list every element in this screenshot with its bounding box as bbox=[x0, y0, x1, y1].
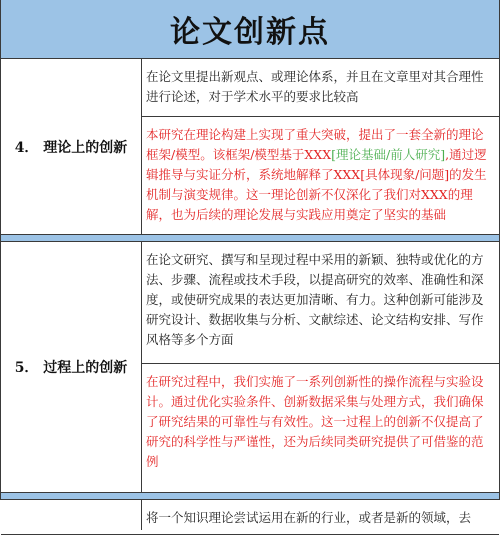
section-application-innovation bbox=[1, 500, 499, 535]
section-process-innovation bbox=[1, 242, 499, 493]
definition-text: 将一个知识理论尝试运用在新的行业，或者是新的领域，去 bbox=[146, 510, 472, 525]
page-title: 论文创新点 bbox=[1, 0, 499, 59]
section-content bbox=[142, 500, 499, 534]
section-divider bbox=[1, 493, 499, 500]
definition-text: 在论文研究、撰写和呈现过程中采用的新颖、独特或优化的方法、步骤、流程或技术手段，以提高研究的效率、准确性和深度，或使研究成果的表达更加清晰、有力。这种创新可能涉及研究设计、数据收集与分析、文献综述、论文结构安排、写作风格等多个方面 bbox=[142, 242, 499, 364]
section-content bbox=[142, 242, 499, 492]
example-text-highlight: [理论基础/前人研究] bbox=[331, 147, 446, 162]
example-text-part2: ,通过逻辑推导与实证分析，系统地解释了XXX[具体现象/问题]的发生机制与演变规律。这一理论创新不仅深化了我们对XXX的理解，也为后续的理论发展与实践应用奠定了坚实的基础 bbox=[146, 147, 487, 222]
example-text-part1: 本研究在理论构建上实现了重大突破，提出了一套全新的理论框架/模型。该框架/模型基于XXX bbox=[146, 127, 484, 162]
section-content bbox=[142, 59, 499, 234]
definition-text: 在论文里提出新观点、或理论体系，并且在文章里对其合理性进行论述，对于学术水平的要求比较高 bbox=[142, 59, 499, 117]
section-label: 5． 过程上的创新 bbox=[1, 242, 142, 492]
section-divider bbox=[1, 235, 499, 242]
section-label bbox=[1, 500, 142, 530]
example-text bbox=[142, 117, 499, 231]
section-label: 4． 理论上的创新 bbox=[1, 59, 142, 234]
section-theory-innovation bbox=[1, 59, 499, 235]
example-text: 在研究过程中，我们实施了一系列创新性的操作流程与实验设计。通过优化实验条件、创新数据采集与处理方式，我们确保了研究结果的可靠性与有效性。这一过程上的创新不仅提高了研究的科学性与严谨性，还为后续同类研究提供了可借鉴的范例 bbox=[146, 374, 484, 469]
